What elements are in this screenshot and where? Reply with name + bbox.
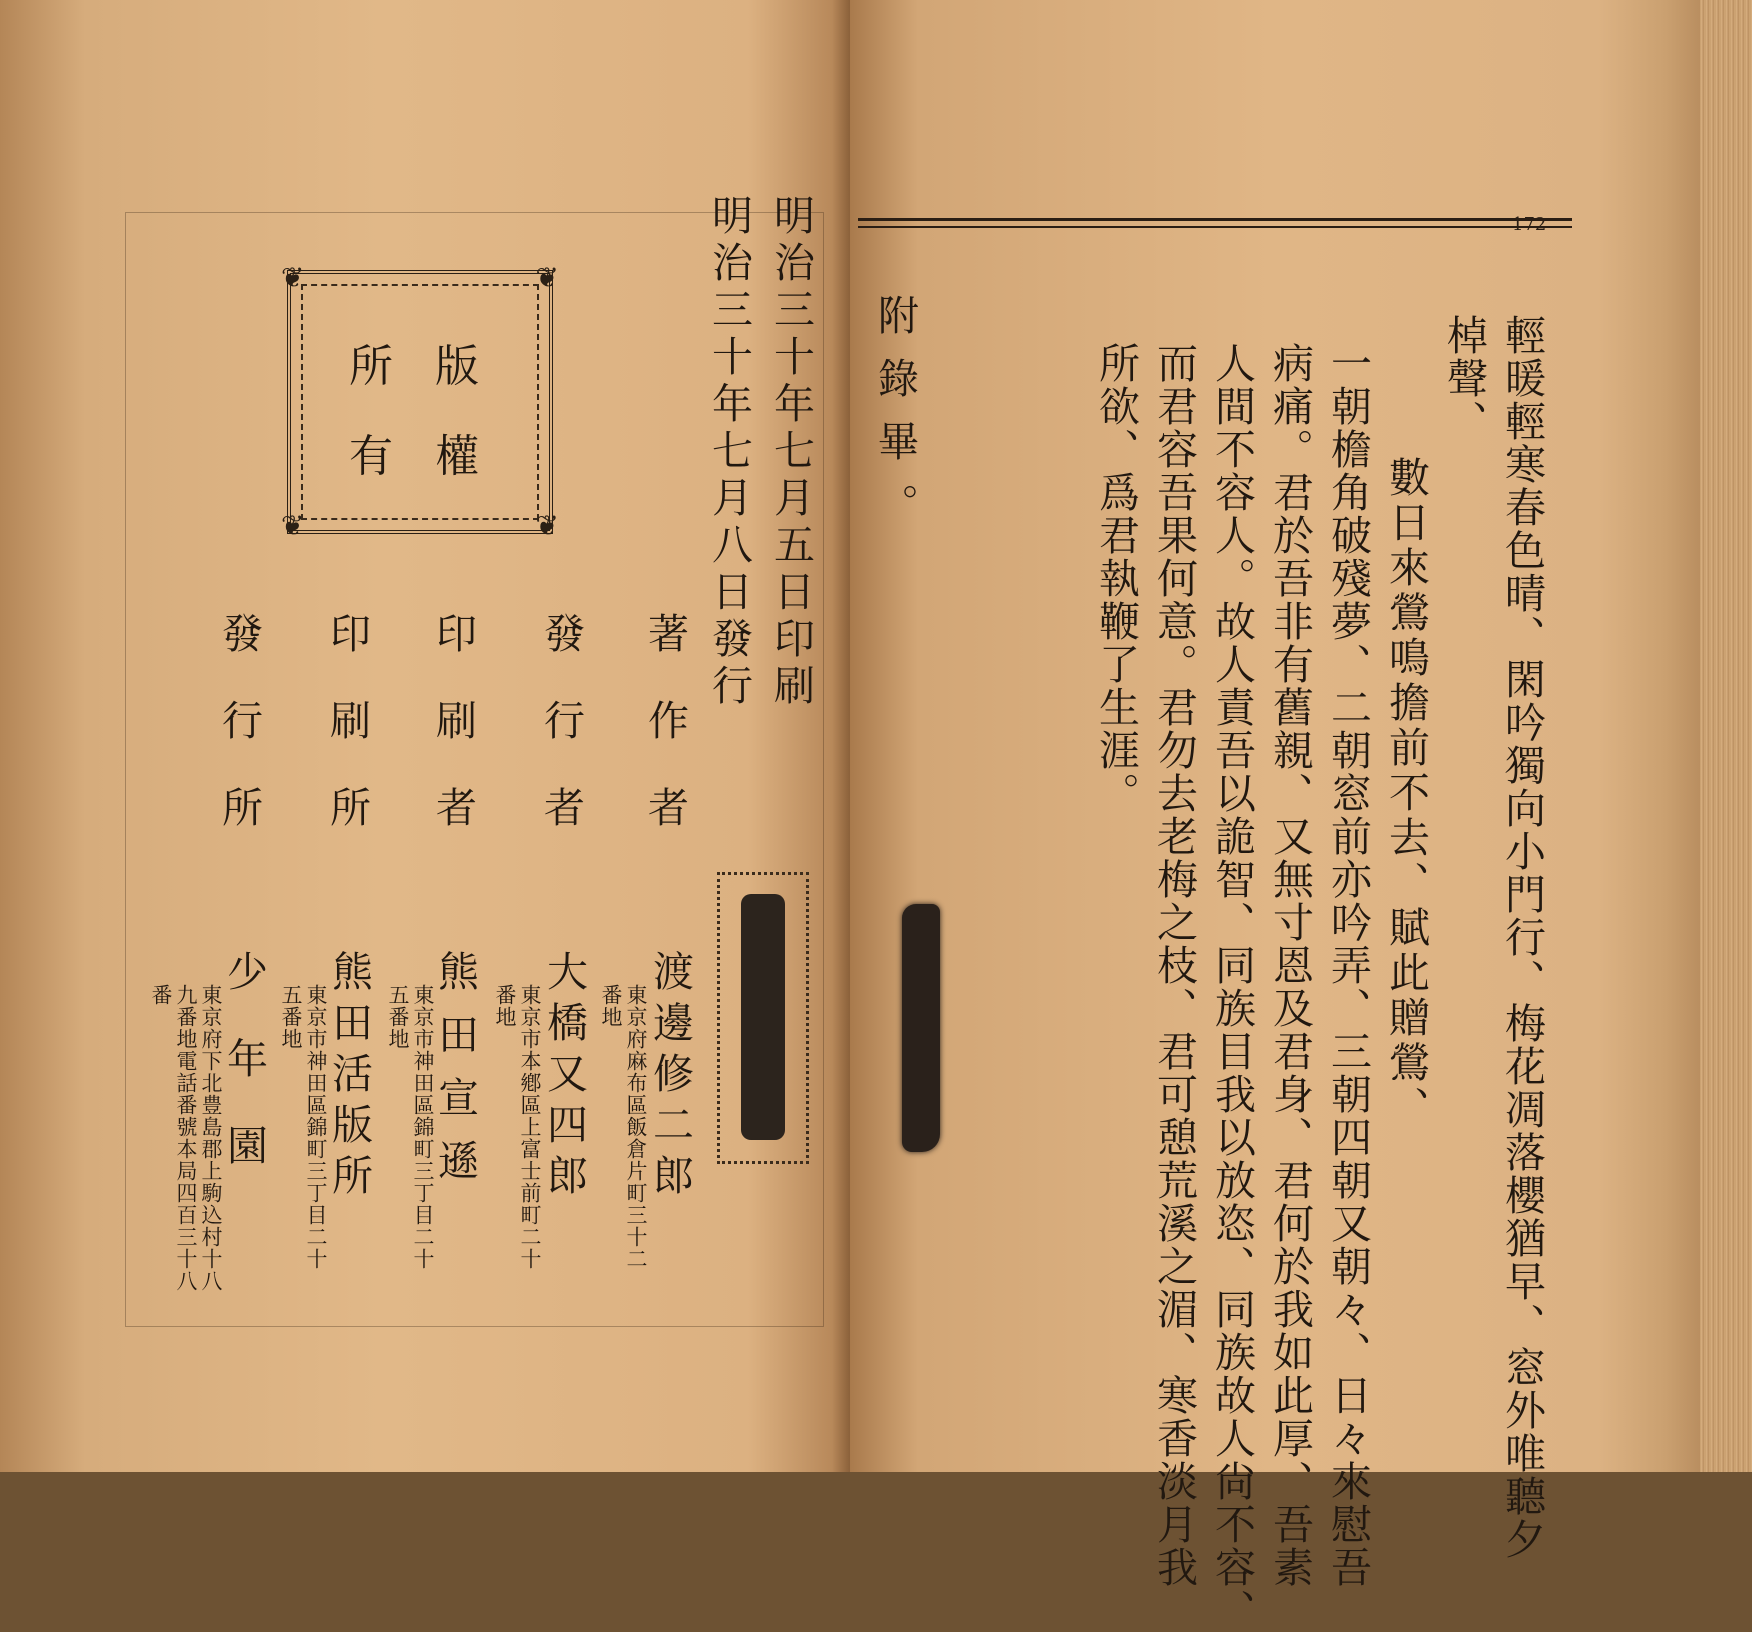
poem-line: 數日來鶯鳴擔前不去、賦此贈鶯、 [1382, 456, 1430, 1131]
name-print-house: 熊田活版所 [325, 950, 373, 1205]
poem-line: 一朝檐角破殘夢、二朝窓前亦吟弄、三朝四朝又朝々、日々來慰吾 [1324, 342, 1372, 1589]
poem-line: 輕暖輕寒春色晴、閑吟獨向小門行、梅花凋落櫻猶早、窓外唯聽夕 [1498, 314, 1546, 1561]
corner-flourish-icon: ❦ [535, 509, 559, 542]
address-printer: 東京市神田區錦町三丁目二十五番地 [386, 984, 435, 1270]
revenue-seal [717, 872, 809, 1164]
ink-stamp [902, 904, 940, 1152]
corner-flourish-icon: ❦ [281, 261, 305, 294]
name-publisher: 大橋又四郎 [540, 950, 588, 1205]
poem-line: 人間不容人。故人責吾以詭智、同族目我以放恣、同族故人尙不容、 [1208, 342, 1256, 1632]
poem-line: 而君容吾果何意。君勿去老梅之枝、君可憩荒溪之湄、寒香淡月我 [1150, 342, 1198, 1589]
name-printer: 熊田宣遜 [431, 950, 479, 1202]
address-issuer: 東京府下北豊島郡上駒込村十八九番地電話番號本局四百三十八番 [149, 984, 223, 1292]
label-printer: 印刷者 [429, 612, 477, 873]
page-edges [1700, 0, 1752, 1472]
corner-flourish-icon: ❦ [281, 509, 305, 542]
name-author: 渡邊修二郎 [646, 950, 694, 1205]
copyright-char: 有 [349, 431, 393, 482]
label-issuer: 發行所 [215, 612, 263, 873]
address-publisher: 東京市本鄕區上富士前町二十番地 [493, 984, 542, 1270]
appendix-end-mark: 附錄畢。 [871, 294, 919, 546]
seal-ink [741, 894, 785, 1140]
name-issuer: 少年園 [220, 950, 268, 1211]
label-author: 著作者 [641, 612, 689, 873]
label-print-house: 印刷所 [323, 612, 371, 873]
copyright-notice-box [281, 261, 559, 542]
print-date: 明治三十年七月五日印刷 [767, 194, 815, 711]
left-page-colophon [0, 0, 850, 1472]
poem-line: 所欲、爲君執鞭了生涯。 [1092, 342, 1140, 815]
corner-flourish-icon: ❦ [535, 261, 559, 294]
copyright-char: 權 [435, 431, 479, 482]
page-number: 172 [1512, 214, 1547, 235]
address-print-house: 東京市神田區錦町三丁目二十五番地 [279, 984, 328, 1270]
publish-date: 明治三十年七月八日發行 [705, 194, 753, 711]
poem-line: 棹聲、 [1440, 314, 1488, 443]
copyright-char: 所 [349, 341, 393, 392]
header-rule [858, 218, 1572, 221]
poem-line: 病痛。君於吾非有舊親、又無寸恩及君身、君何於我如此厚、吾素 [1266, 342, 1314, 1589]
inner-border [301, 284, 539, 520]
address-author: 東京府麻布區飯倉片町三十二番地 [599, 984, 648, 1270]
copyright-char: 版 [435, 341, 479, 392]
label-publisher: 發行者 [537, 612, 585, 873]
header-rule [858, 226, 1572, 228]
